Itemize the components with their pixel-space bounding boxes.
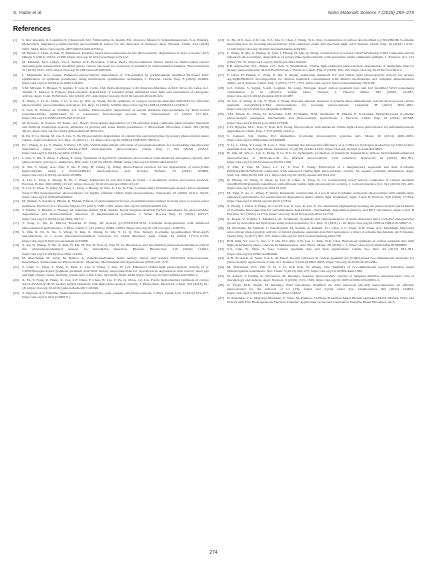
reference-item	[218, 239, 414, 248]
reference-number: [26]	[218, 64, 224, 69]
reference-number: [24]	[218, 38, 224, 42]
reference-item	[13, 221, 209, 230]
reference-item	[13, 208, 209, 221]
reference-item	[218, 265, 414, 274]
reference-item	[13, 86, 209, 99]
reference-number: [14]	[13, 186, 19, 191]
reference-text: A.H. Al-Asadi, A. Sang, S.A.A. Al Masri, Recent advances in carbon quantum dot (CQD)-based two-dimensional materials for photocatalytic applications, Catal. Sci. Technol. 9 (2019) 6862–6895, https://doi.org/10.1039/c9cy01458a.	[227, 256, 414, 265]
reference-text: G.S. Jamila, S. Sajjad, S.A.K. Leghari, M. Long, Nitrogen doped carbon quantum dots and GO modified WO3 nanosheets combination as an effective visible photo catalyst, J. Hazard. Mater. 382 (2020) 121087, https://doi.org/10.1016/j.jhazmat.2019.121087.	[227, 85, 414, 99]
reference-number: [44]	[218, 264, 224, 269]
reference-item	[13, 165, 209, 178]
reference-text: M. Ebrahimi, M. Samadi, S. Yousefzadeh, M. Soltani, A. Rahimi, T.C. Chou, L.C. Chen, K.H. Chen, A.Z. Moshfegh, Improved solar-driven photocatalytic activity of hybrid graphene quantum dots/ZnO nanowires: a direct Z-scheme mechanism, ACS Sustain. Chem. Eng. 5 (2017) 367–375, https://doi.org/10.1021/acssuschemeng.6b01738.	[227, 225, 414, 238]
reference-text: T. Song, C. Xu, K. Marcos Parasidis, P. Yang, 2D layered g-C3N4/WO3/WS2 S-scheme heterojunction with enhanced photochemical performance, J. Phys. Chem. C 125 (2021) 19382–19393, https://doi.org/10.1021/acs.jpcc.1c06763.	[22, 221, 209, 230]
reference-text: Y. Zhong, J. Chen, P. Wang, W. Liu, H. Cui, X. Gao, R. Lin, Y. Xu, Interfacial engineering boosting the photocatalytic performance of Z-scheme heterojunction for carbamazepine degradation - mechanism, degradation pathway and DFT calculation, Appl. Catal. B Environ. 317 (2022) 121753, https://doi.org/10.1016/j.apcatb.2022.121753.	[227, 203, 414, 217]
reference-text: X. Wang, J. Li, K. Chen, J. Li, Y. Ge, Q. Wei, Q. Wang, Facile synthesis of oxygen vacancies-enriched ZnFe2O4 for effective photocatalytic peroxodisulfate activation, Sci. Rep. 12 (2022) 123456, https://doi.org/10.1038/s41598-022-123456-7.	[22, 98, 209, 108]
reference-item	[13, 38, 209, 51]
reference-text: S. Gett, R. Fuchsa, A. Schubin, A.I. Schäfer, Photocatalytic degradation of steroid hormone micropollutants by TiO2-coated polyethersulfone membranes in a continuous flow-through process, Nat. Nanotechnol. 17 (2022) 417–423, https://doi.org/10.1038/s41565-022-01074-8.	[22, 107, 209, 121]
reference-item	[218, 178, 414, 191]
reference-number: [40]	[218, 225, 224, 230]
reference-text: Y. Cai, Z. Zhou, Y. Jiang, M. Tang, C. Tang, J. Huang, D. Pan, X. Liu, X. Tian, Constructing CeO2/nitrogen-doped carbon quantum dot/g-C3N4 heterojunction photocatalysts for highly efficient visible light photocatalysis, Nanoscale 10 (2020) 19112–19120, https://doi.org/10.1039/d0nr02969c.	[22, 186, 209, 199]
reference-item	[218, 51, 414, 64]
reference-text: L. Majumdar, K.G. Gupta, Enhanced photocatalytic degradation of 17β-estradiol by polythiophene modified Ni-doped ZnO: optimization of synthesis parameters using multivariate optimization techniques, J. Environ. Chem. Eng. 8 (2020) 104463, https://doi.org/10.1016/j.jece.2020.104463.	[22, 72, 209, 86]
reference-number: [13]	[13, 177, 19, 182]
reference-item	[218, 112, 414, 125]
reference-item	[13, 60, 209, 73]
reference-item	[218, 38, 414, 51]
reference-text: J. Sun, S. Shi, Y. Zhou, J. Zhang, F. Jiang, Synthesis of Ag/ZnO/C plasmonic photocatalyst with enhanced adsorption capacity and photocatalytic activity to antibiotics, RSC Adv. 5 (2015) 18632–18640, https://doi.org/10.1039/C4RA16213J.	[22, 155, 209, 164]
reference-number: [28]	[218, 85, 224, 90]
reference-number: [33]	[218, 142, 224, 147]
reference-text: T.M. Khedr, K. Wang, D. Kowalski, S.M. El-Sheikh, H.M. Abdelaziz, B. Ohtani, E. Kowalska, Bi2WO6-based Z-scheme photocatalytic principles, mechanisms and photocatalytic applications, J. Environ. Chem. Eng. 10 (2022) 107838, https://doi.org/10.1016/j.jece.2022.107838.	[227, 112, 414, 125]
reference-item	[13, 99, 209, 108]
reference-text: M. Shiverdala, H.S. Zhu, Y. Li, J. Li, R.P. Koh, W. Zhang, The chemistry of two-dimensional layered transition metal dichalcogenide nanosheets, Nat. Chem. 5 (2013) 263–275, https://doi.org/10.1038/nchem.1589.	[227, 264, 414, 274]
reference-item	[218, 125, 414, 134]
reference-text: S. Gajurel, S.K. Verma, H.J. Ahmediler, Z-scheme photocatalytic systems, Adv. Mater. 26 (2014) 4920–4935, https://doi.org/10.1002/adma.201400288.	[227, 133, 414, 143]
reference-number: [6]	[13, 98, 18, 103]
reference-number: [2]	[13, 51, 18, 56]
reference-number: [20]	[13, 256, 19, 261]
reference-text: Y. Zhu, P. Zhu, M. Zhao, L.J. Li, Z. Pan, F. Wang, Fabrication of a magnetically separable and dual Z-scheme PANI/Ag3PO4/NiFe2O4 composite with enhanced visible-light photocatalytic activity for organic pollutant elimination, Appl. Surf. Sci. 486 (2019) 198–211, https://doi.org/10.1016/j.apsusc.2019.04.232.	[227, 164, 414, 178]
reference-item	[13, 278, 209, 291]
references-heading: References	[13, 26, 51, 33]
reference-number: [29]	[218, 98, 224, 103]
reference-item	[218, 143, 414, 152]
reference-item	[218, 226, 414, 239]
references-column-right	[218, 38, 414, 304]
reference-number: [18]	[13, 230, 19, 235]
reference-item	[13, 178, 209, 187]
reference-text: R. Pu, Y. Li, Zhang, M. Gu, Z. Liu, Y. Yu, Photocatalytic degradation of organic dye and tetracycline by ternary photocatalyst under visible - light irradiation, Sci. Rep. 11 (2021) 1–13, https://doi.org/10.1038/s41598-020-79979-2.	[22, 133, 209, 143]
reference-text: W. Ashraf, T. Fatima, K. Srivastava, M. Khanuja, Superior photocatalytic activity of tungsten disulfide nanostructures: role of morphology and defects, Appl. Nanosci. 9 (2019) 1515–1529, https://doi.org/10.1007/s13204-019-00951-4.	[227, 273, 414, 282]
reference-number: [17]	[13, 221, 19, 226]
reference-item	[218, 256, 414, 265]
reference-number: [1]	[13, 38, 18, 42]
reference-text: M. Hasan, J. Chen, Z. Pan, N. Mahmood, Polymer based nanocomposites for the photocatalytic degradation of dyes: a review, ACS Omega 6 (2021) 15472–15489, https://doi.org/10.1021/acsomega.1c01212.	[22, 51, 209, 60]
reference-item	[13, 230, 209, 243]
reference-item	[218, 151, 414, 164]
reference-text: S. Serpone, A.V. Emeline, Semiconductor photocatalysis - past, present, and future outlook, J. Phys. Chem. Lett. 3 (2012) 673–677, https://doi.org/10.1021/jz300071j.	[22, 291, 209, 300]
reference-number: [46]	[218, 282, 224, 287]
reference-item	[13, 73, 209, 86]
reference-number: [45]	[218, 273, 224, 278]
reference-text: X. Shi, L. Wang, A.A. Zuh, Y. Jin, F. Jing, H. Cheng, Q. Wang, Photo-Fenton reaction for the degradation of tetracycline hydrochloride using a FeWO4/BiOCl heterojunction, Adv. Powder Technol. 33 (2022) 103809, https://doi.org/10.1016/j.apt.2022.103809.	[22, 164, 209, 178]
reference-text: W. Liu, Y. Wang, K. Qi, Y. Yuan, J. Wang, Boosted spectral response Z-scheme three-dimensional ordered macroporous carbon quantum dots/TiO2/g-C3N4 photocatalysts for boosting photocatalysis, Langmuir 38 (2022) 4819–4847, https://doi.org/10.1021/acs.langmuir.2c00004.	[227, 98, 414, 112]
reference-item	[13, 256, 209, 265]
reference-number: [30]	[218, 112, 224, 117]
reference-text: X. Zu, N. Zhang, Y. Xu, X. Ren, H. Ma, H. Wu, D. Fan, Q. Wei, H. Ju, Biosensors and biochemical photoelectrochemical cells in situ photoelectrochemical sensors for microRNA detection, Biosens. Bioelectron. 210 (2022) 114291, https://doi.org/10.1016/j.bios.2022.114291.	[22, 243, 209, 256]
reference-number: [32]	[218, 133, 224, 138]
reference-text: M. Maddah, M.S. Ghiya, V.G.J. Dubey, K.E. Bowadsa, C.M.A. Borri, Electrochemical Sensor based on multi-walled carbon nanotube/gold nanoparticle modified glassy carbon electrode for detection of estradiol in environmental samples, Electroanalysis 31 (2019) 1921–1931, https://doi.org/10.1002/elan.201900190.	[22, 59, 209, 73]
reference-item	[218, 296, 414, 305]
reference-number: [47]	[218, 295, 224, 300]
reference-number: [39]	[218, 216, 224, 221]
reference-number: [41]	[218, 238, 224, 243]
reference-number: [35]	[218, 164, 224, 169]
reference-text: S. Zhu, R. Ni, X. Xu, S. Wang, X. Ran, X. Zhang, D. Wu, Y. Li, Q. Wei, Ternary Z-scheme Ag-embedded TiO2-Ag2S nanojunctions as a novel photoelectrochemical converter for CD44 detection, Anal. Chem. 94 (2022) 11713–11720, https://doi.org/10.1021/acs.analchem.2c01988.	[22, 230, 209, 243]
reference-number: [10]	[13, 142, 19, 147]
reference-number: [27]	[218, 72, 224, 77]
reference-number: [38]	[218, 203, 224, 208]
reference-item	[13, 134, 209, 143]
reference-number: [3]	[13, 59, 18, 64]
reference-number: [9]	[13, 133, 18, 138]
header-authors: S. Yadav et al.	[13, 10, 43, 15]
reference-text: V.M. Mboula, V. Héquet, Y. Andrès, Y. Gru, R. Colin, J.M. Doña-Rodríguez, L.M. Pastrana-Martínez, A.M.T. Silva, M. Leleu, A.J. Tindall, S. Mateos, P. Falaras, Photocatalytic degradation of estradiol under simulated solar light and assessment of estrogenic activity, Appl. Catal. B Environ. 162 (2015) 437–444, https://doi.org/10.1016/j.apcatb.2014.05.024.	[22, 85, 209, 99]
reference-text: M. Tang, F. Ao, C. Wang, F. Wang, Rationally constructing of a novel dual Z-scheme composite photocatalyst with significantly enhanced performance for neonicotinoid degradation under visible light irradiation, Appl. Catal. B Environ. 256 (2019) 117814, https://doi.org/10.1016/j.apcatb.2019.117814.	[227, 190, 414, 204]
reference-number: [19]	[13, 243, 19, 248]
reference-item	[13, 199, 209, 208]
reference-item	[218, 274, 414, 283]
reference-number: [34]	[218, 151, 224, 156]
reference-item	[218, 283, 414, 296]
reference-text: F.B. Adjeserian, D.L. Blaiss, O.T. Nah, S. Wanditthala, Visible light-enhanced photocatalytic degradation of methylene blue by ternary nanocomposite, MoO3/Fe2O3/rGO, J. Environ. Chem. Eng. 6 (2018) 185–193, https://doi.org/10.1039/c7ra10911d.	[227, 64, 414, 73]
reference-item	[13, 51, 209, 60]
reference-text: T. Fatima, S. Husain, J. Narang, M. Khanuja, Rahul, M.K. Reddy, Novel tungsten disulfide (WS2) nanosheets for photocatalytic degradation and electrochemical detection of pharmaceutical pollutants, J. Water Process Eng. 47 (2022) 102717, https://doi.org/10.1016/j.jwpe.2022.102717.	[22, 208, 209, 221]
reference-number: [21]	[13, 264, 19, 269]
reference-item	[218, 99, 414, 112]
reference-number: [36]	[218, 177, 224, 182]
reference-text: H. Zhu, M. Wu, L. Lin, Z. Deng, Y. Li, R.S. Li, Synergistic promotion of interfacial degenerative hollow molybdenum-enhanced heterostructure of TiO2-Au-CdS for efficient photocatalytic CO2 reduction, Nanoscale 18 (2019) 492–501, https://doi.org/10.1016/j.nanoen.2019.01.030.	[227, 151, 414, 164]
reference-text: A. Lin, L. Yang, L. Zhang, H. Yu, L. Wang, Antibiotics in soil and water in China - a systematic review and source analysis, Environ. Pollut. 266 (2020) 115147, https://doi.org/10.1016/j.envpol.2020.115147.	[22, 177, 209, 186]
reference-number: [11]	[13, 155, 19, 160]
reference-item	[218, 247, 414, 256]
reference-item	[218, 73, 414, 86]
reference-number: [43]	[218, 256, 224, 261]
header-journal: Nano Materials Science 7 (2025) 259–275	[327, 10, 414, 15]
reference-text: S.Y. Lim, W. Shen, Z. Gao, Carbon quantum dots and their applications, Chem. Soc. Rev. 44 (2015) 362–381, https://doi.org/10.1039/c4cs00269e.	[227, 247, 414, 256]
reference-item	[13, 265, 209, 278]
reference-item	[218, 204, 414, 217]
reference-text: M. Marchelek, M. Grab, M. Kmiec, A. Zaleska-medynska, Some ternary, binary and ternary ZnO/TiO2 nanostructures, IntechOpen. Semiconductor Photocatalysis - Materials, Mechanisms and Applications (2016) 231–270.	[22, 256, 209, 265]
reference-text: H.H. Kim, Y.J. Lee, C. Seo, J. Y. Oh, W.S. Ryu, S.W. Lee, C. Park, W.K. Choi, Bottom-up synthesis of carbon quantum dots with high performance photo- and electroluminescence, Adv. Funct. Mater. 28 (2018) 1–7, https://doi.org/10.1002/adfm.201800885.	[227, 238, 414, 247]
reference-item	[13, 156, 209, 165]
reference-text: D. Huang, W. Wang, S. Zhou, Q. Liu, R. Chen, X. Yang, K. Li, Constructing novel ternary composite of carbon quantum dots/Bi2WO6/graphitic nanofibers with efficient visible light photocatalytic activity, J. Colloid Interface Sci. 541 (2019) 195–205, https://doi.org/10.1016/j.jcis.2019.01.050.	[227, 177, 414, 191]
reference-number: [16]	[13, 208, 19, 213]
reference-text: C.H. Nguyen, M.L. Tran, T. Tran, R.S. Juang, Photocatalyst with enhanced visible-light-driven performance for sulfamethoxazole degradation, Chem. Eng. J. 379 (2020) 122212.	[227, 125, 414, 134]
reference-number: [15]	[13, 199, 19, 204]
reference-text: P.C. Zhang, Z. Li, Y. Zhang, S.Wang, J.H. Wu, Visible-light-driven activation of peroxymonosulfate for accelerating ciprofloxacin degradation using CeO2/Co3O4/g-C3N4 heterojunction photocatalysts, Chem. Eng. J. 391 (2020) 123612, https://doi.org/10.1016/j.cej.2019.123612.	[22, 142, 209, 156]
reference-number: [7]	[13, 107, 18, 112]
reference-item	[13, 108, 209, 121]
reference-number: [42]	[218, 247, 224, 252]
reference-number: [12]	[13, 164, 19, 169]
reference-item	[218, 64, 414, 73]
reference-item	[218, 86, 414, 99]
reference-text: M. Shaikh, S. Karim, S. Bhatti, K. Haider, Effects of environmental factors on antimicrobial residues in water prior to source water treatment, Environ. Sci.: Process. Impacts 23 (2021) 1385–1395, https://doi.org/10.1039/d1em00115a.	[22, 199, 209, 208]
reference-text: L. Wang, X. Ma, G. Huang, R. Lian, J. Huang, H. She, Q. Wang, Construction of ternary CuO/CuFe2O4/g-C3N4 composite and its enhanced photocatalytic degradation of tetracycline hydrochloride with persulfate under simulated sunlight, J. Environ. Sci. 112 (2022) 59–70, https://doi.org/10.1016/j.jes.2021.04.026.	[227, 51, 414, 64]
reference-text: T. Chen, C. Yang, S. Yang, Z. Mou, L. Liu, Y. Wang, J. Sun, W. Lei, Enhanced visible-light photocatalytic activity of g-C3N4/Nitrogen-doped graphene quantum dots/TiO2 ternary heterojunctions for ciprofloxacin degradation with narrow band gap and high charge carrier mobility, Chem. Res. Chin. Univ. 36 (2020) 1040–1049, https://doi.org/10.1007/s40242-020-0301-z.	[22, 264, 209, 278]
reference-text: X. Fu, Y. Fang, R. Wang, X. Zou, Z.F. Chen, F. Chen, H. Liu, Y. Yu, Q. Zhou, J.Z. Liu, Facile hydrothermal synthesis of carbon dots/CdS/Zn0.5Cd0.5S ternary hybrid materials with high photocatalytic activity, J. Photochem. Photobiol. Chem. 353 (2018) 10–18, https://doi.org/10.1016/j.jphotochem.2017.10.049.	[22, 277, 209, 291]
reference-text: N. Tyagi, M.K. Singh, M. Khanuja, WS2 nanosheets modified via ZnO nanorods (Zn-2D) nanocomposite: an efficient photocatalyst for the removal of Cr (VI), found and crystal violet dye, Chemosphere 302 (2022) 134822, https://doi.org/10.1016/j.chemosphere.2022.134822.	[227, 282, 414, 296]
reference-text: N. Rohankar, C.C. Mayorga-Martinez, Z. Sofer, M. Pumera, 1T-Phase Transition Metal Dichalcogenides (MoS2, MoSe2, WS2, and WSe2) with Fast Heterogeneous Electron Transfer: application on Second-Generation Enzyme-Based Biosensor, ACS	[227, 295, 414, 304]
reference-number: [25]	[218, 51, 224, 56]
reference-number: [22]	[13, 277, 19, 282]
reference-item	[218, 165, 414, 178]
reference-item	[13, 143, 209, 156]
reference-item	[13, 121, 209, 134]
header-rule	[13, 20, 414, 21]
reference-text: S. Dev Awasthi, D. Lakshmi, S. Chaturvedi, M.J. Whitcombe, K. Karim, F.K. Ivanova, Meenu S. Srikanthanarayana, S.A. Piletsky, Molecularly imprinted polymer-hybrid electrochemical sensor for the detection of fentanyl, Anal. Bioanal. Chem. 412 (2020) 5455–5464, https://doi.org/10.1007/s00216-020-02745-y.	[22, 38, 209, 51]
reference-number: [23]	[13, 291, 19, 296]
reference-item	[13, 291, 209, 300]
reference-number: [4]	[13, 72, 18, 77]
reference-item	[13, 243, 209, 256]
reference-number: [8]	[13, 120, 18, 125]
reference-number: [5]	[13, 85, 18, 90]
reference-text: F. Chen, H. Huang, C. Zeng, X. Du, Y. Zhang, Achieving enhanced UV and visible light photocatalytic activity for ternary Ag/AgBr/BiOIO3: decomposition for diverse industrial contaminants with distinct mechanisms and complete mineralization ability, ACS Sustain. Chem. Eng. 5 (2017) 7777–7791, https://doi.org/10.1021/acssuschemeng.7b01108.	[227, 72, 414, 86]
references-column-left	[13, 38, 209, 300]
reference-number: [37]	[218, 190, 224, 195]
reference-item	[218, 217, 414, 226]
reference-item	[13, 186, 209, 199]
reference-text: M. Kovacic, N. Kopcic, M. Kusic, A.L. Bozic, Solar-driven degradation of 17β-estradiol using composite photocatalytic materials and artificial irradiation sources: influence of process and water matrix parameters, J. Photochem. Photobiol. Chem. 361 (2018) 48–61, https://doi.org/10.1016/j.jphotochem.2018.05.015.	[22, 120, 209, 134]
reference-text: X. He, R.Y. Guo, Z.D. Liu, Z.X. Ma, S. Chen, J. Wang, W.G. Pan, Construction of carbon dot-modified g-C3N4/BiOBr S-scheme heterojunction for boosting photocatalytic CO2 reduction under full spectrum light, ACS Sustain. Chem. Eng. 10 (2022) 11130–11140, https://doi.org/10.1021/acssuschemeng.2c02502.	[227, 38, 414, 51]
running-header	[13, 10, 414, 20]
reference-item	[218, 191, 414, 204]
reference-item	[218, 134, 414, 143]
reference-text: Y. Li, L. Ding, Y. Liang, H. Lou, J. Tian, Sunning the photoactive efficiency of g-C3N4 for hydrogen production by TiO2 hollow quantum dots, ACS Appl. Mater. Interfaces 12 (2019) 41440–41447, https://doi.org/10.1021/acsami.9b14695.	[227, 142, 414, 151]
reference-number: [31]	[218, 125, 224, 130]
page-number: 274	[209, 550, 218, 556]
reference-text: A. Dogar, V. Uchida, T. Maekawa, M. Toshikazu, Synthesis and characterization of mono-dispersed silica colloidal nanoparticles grown by urea-directed hydrolysis using reaction kinetics, Sci. Rep. 11 (2021) 1–10, https://doi.org/10.1038/s41598-019-50607-5.	[227, 216, 414, 225]
